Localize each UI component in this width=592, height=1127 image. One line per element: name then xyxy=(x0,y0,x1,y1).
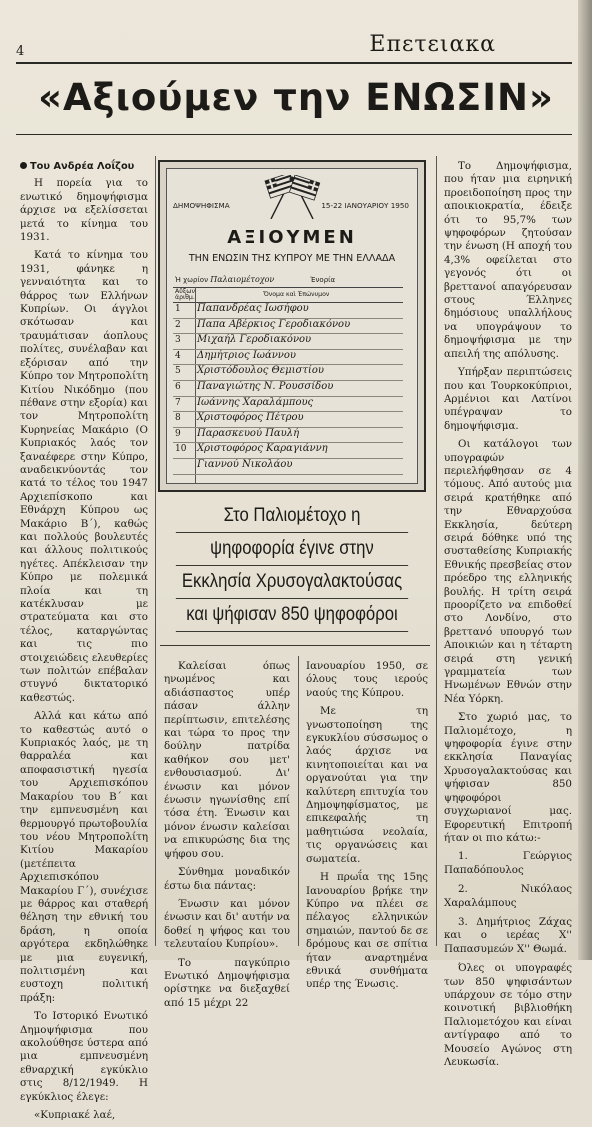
sheet-row xyxy=(173,334,403,350)
sheet-row xyxy=(173,319,403,335)
committee-member: 3. Δημήτριος Ζάχας και ο ιερέας Χ'' Παπασυμεών Χ'' Θωμά. xyxy=(444,915,572,955)
paragraph: Το παγκύπριο Ενωτικό Δημοψήφισμα ορίστηκε να διεξαχθεί από 15 μέχρι 22 xyxy=(164,956,290,1009)
sheet-rows xyxy=(173,303,403,475)
paragraph: Η πορεία για το ενωτικό δημοψήφισμα άρχισε να εξελίσσεται μετά το κίνημα του 1931. xyxy=(20,177,148,244)
row-name: Γιαννού Νικολάου xyxy=(197,458,293,470)
row-number: 3 xyxy=(175,335,181,346)
column-1 xyxy=(20,160,148,1127)
sheet-row xyxy=(173,428,403,444)
column-divider xyxy=(436,156,437,946)
subheadline-line: και ψήφισαν 850 ψηφοφόροι xyxy=(176,599,408,632)
byline-text: Του Ανδρέα Λοΐζου xyxy=(30,161,135,172)
sheet-village-line xyxy=(175,275,335,284)
sheet-date-label: 15-22 ΙΑΝΟΥΑΡΙΟΥ 1950 xyxy=(321,201,409,210)
village-label: Ἡ χωρίον xyxy=(175,276,208,284)
paragraph: Όλες οι υπογραφές των 850 ψηφισάντων υπάρχουν σε τόμο στην κοινοτική βιβλιοθήκη Παλιομετόχου και είναι αντίγραφο από το Μουσείο Αγώνος στη Λευκωσία. xyxy=(444,962,572,1068)
subheadline-line: ψηφοφορία έγινε στην xyxy=(176,533,408,566)
sheet-title: ΑΞΙΟΥΜΕΝ xyxy=(227,227,357,248)
sheet-row xyxy=(173,303,403,319)
column-header-number: Αὔξων ἀριθμ. xyxy=(175,288,195,301)
paragraph: Οι κατάλογοι των υπογραφών περιελήφθησαν σε 4 τόμους. Από αυτούς μια σειρά κρατήθηκε από την Εθναρχούσα Εκκλησία, δεύτερη σειρά δόθηκε υπό της συσταθείσης Κυπριακής Εθνικής πρεσβείας στον πρόεδρο της ελληνικής βουλής. Η τρίτη σειρά προορίζετο να επιδοθεί στο Λονδίνο, στο βρεττανό υπουργό των Αποικιών και η τέταρτη σειρά στη γενική γραμματεία των Ηνωμένων Εθνών στην Νέα Υόρκη. xyxy=(444,438,572,705)
paragraph: Ιανουαρίου 1950, σε όλους τους ιερούς ναούς της Κύπρου. xyxy=(306,660,428,699)
paragraph: Στο χωριό μας, το Παλιομέτοχο, η ψηφοφορία έγινε στην εκκλησία Παναγίας Χρυσογαλακτούσας και ψήφισαν 850 ψηφοφόροι συγχωριανοί μας. Εφορευτική Επιτροπή ήταν οι πιο κάτω:- xyxy=(444,711,572,844)
row-number: 9 xyxy=(175,428,181,439)
section-title: Επετειακα xyxy=(369,32,496,57)
row-name: Παρασκευού Παυλή xyxy=(197,427,300,439)
page-edge xyxy=(578,0,592,960)
row-number: 5 xyxy=(175,366,181,377)
row-name: Παναγιώτης Ν. Ρουσσίδου xyxy=(197,380,334,392)
row-number: 10 xyxy=(175,444,187,455)
byline xyxy=(20,160,148,173)
paragraph: Καλείσαι όπως ηνωμένος και αδιάσπαστος υπέρ πάσαν άλλην περίπτωσιν, επιτελέσης και τώρα το προς την δούλην πατρίδα καθήκον σου μετ' ενθουσιασμού. Δι' ένωσιν και μόνον ένωσιν ηγωνίσθης επί τόσα έτη. Ένωσιν και μόνον ένωσιν καλείσαι να επικυρώσης δια της ψήφου σου. xyxy=(164,660,290,860)
paragraph: Σύνθημα μοναδικόν έστω δια πάντας: xyxy=(164,866,290,892)
paragraph: Αλλά και κάτω από το καθεστώς αυτό ο Κυπριακός λαός, με τη θαρραλέα και αποφασιστική ηγεσία του Αρχιεπισκόπου Μακαρίου του Β΄ και την εμπνευσμένη και θερμουργό πρωτοβουλία του νέου Μητροπολίτη Κιτίου Μακαρίου (μετέπειτα Αρχιεπισκόπου Μακαρίου Γ΄), συνέχισε με θάρρος και σταθερή θέληση την εθνική του δράση, η οποία αργότερα εκδηλώθηκε με μια ευγενική, πολιτισμένη και ευστοχη πολιτική πράξη: xyxy=(20,710,148,1004)
row-name: Παπα Αβέρκιος Γεροδιακόνου xyxy=(197,318,351,330)
row-name: Ιωάννης Χαραλάμπους xyxy=(197,396,314,408)
sheet-row xyxy=(173,412,403,428)
row-number: 6 xyxy=(175,381,181,392)
sheet-table-header xyxy=(173,287,403,303)
subheadline-line: Στο Παλιομέτοχο η xyxy=(176,500,408,533)
row-name: Δημήτριος Ιωάννου xyxy=(197,349,296,361)
column-4 xyxy=(444,160,572,1074)
paragraph: Το Δημοψήφισμα, που ήταν μια ειρηνική προειδοποίηση προς την αποικιοκρατία, έδειξε ότι το 95,7% των ψηφοφόρων ζητούσαν την ένωση (Η αποχή του 4,3% οφείλεται στο γεγονός ότι οι βρεττανοί απαγόρευσαν στους Έλληνες δημόσιους υπαλλήλους να υπογράψουν το δημοψήφισμα με την απειλή της απόλυσης. xyxy=(444,160,572,360)
column-divider xyxy=(155,156,156,946)
headline-rule xyxy=(16,134,572,135)
committee-member: 2. Νικόλαος Χαραλάμπους xyxy=(444,883,572,909)
sheet-row xyxy=(173,350,403,366)
sheet-row xyxy=(173,459,403,475)
sheet-row xyxy=(173,397,403,413)
sheet-subtitle: ΤΗΝ ΕΝΩΣΙΝ ΤΗΣ ΚΥΠΡΟΥ ΜΕ ΤΗΝ ΕΛΛΑΔΑ xyxy=(188,253,396,264)
sheet-row xyxy=(173,381,403,397)
paragraph: Κατά το κίνημα του 1931, φάνηκε η γενναιότητα και το θάρρος των Ελλήνων Κυπρίων. Οι άγγλοι σκότωσαν και τραυμάτισαν άοπλους πολίτες, συνέλαβαν και εξόρισαν από την Κύπρο τον Μητροπολίτη Κιτίου Νικόδημο (που πέθανε στην εξορία) και τον Μητροπολίτη Κυρηνείας Μακάριο (Ο Κυπριακός λαός τον ξαναέφερε στην Κύπρο, αναδεικνύοντάς τον κατά το τέλος του 1947 Αρχιεπίσκοπο και Εθνάρχη Κύπρου ως Μακάριο Β΄), καθώς και πολλούς βουλευτές και άλλους πολιτικούς ηγέτες. Απέκλεισαν την Κύπρο με πολεμικά πλοία και τη κατέκλυσαν με στρατεύματα και στο τέλος, καταργώντας και τις πιο στοιχειώδεις ελευθερίες των πολιτών επέβαλαν στυγνό δικτατορικό καθεστώς. xyxy=(20,249,148,704)
referendum-sheet xyxy=(166,168,418,484)
sheet-row xyxy=(173,365,403,381)
paragraph: Υπήρξαν περιπτώσεις που και Τουρκοκύπριοι, Αρμένιοι και Λατίνοι υπέγραψαν το δημοψήφισμα. xyxy=(444,366,572,432)
page-number: 4 xyxy=(16,44,25,59)
column-divider xyxy=(298,656,299,946)
paragraph: Το Ιστορικό Ενωτικό Δημοψήφισμα που ακολούθησε ύστερα από μια εμπνευσμένη εθναρχική εγκύκλιο στις 8/12/1949. Η εγκύκλιος έλεγε: xyxy=(20,1010,148,1103)
row-number: 1 xyxy=(175,304,181,314)
row-name: Χριστόδουλος Θεμιστίου xyxy=(197,365,324,377)
subheadline xyxy=(176,500,408,632)
referendum-sheet-photo xyxy=(158,160,426,492)
paragraph: Η πρωΐα της 15ης Ιανουαρίου βρήκε την Κύπρο να πλέει σε πέλαγος ελληνικών σημαιών, παντού δε σε δρόμους και σε σπίτια ήταν αναρτημένα εθνικά συνθήματα υπέρ της Ένωσις. xyxy=(306,871,428,991)
row-name: Παπανδρέας Ιωσήφου xyxy=(197,303,309,314)
sheet-label-left: ΔΗΜΟΨΗΦΙΣΜΑ xyxy=(173,201,230,210)
section-rule xyxy=(160,645,430,646)
sheet-row xyxy=(173,443,403,459)
headline: «Αξιούμεν την ΕΝΩΣΙΝ» xyxy=(38,76,554,119)
district-label: Ἐνορία xyxy=(310,276,336,284)
row-name: Χριστοφόρος Πέτρου xyxy=(197,412,304,424)
paragraph: «Κυπριακέ λαέ, xyxy=(34,1109,116,1122)
row-name: Χριστοφόρος Καραγιάννη xyxy=(197,443,328,455)
paragraph: Ένωσιν και μόνον ένωσιν και δι' αυτήν να δοθεί η ψήφος και του τελευταίου Κυπρίου». xyxy=(164,897,290,951)
column-2 xyxy=(164,660,290,1015)
row-number: 8 xyxy=(175,413,181,424)
crossed-flags-icon xyxy=(257,175,327,219)
bullet-icon xyxy=(20,162,27,169)
paragraph: Με τη γνωστοποίηση της εγκυκλίου σύσσωμος ο λαός άρχισε να κινητοποιείται και να οργανούται για την καλύτερη επιτυχία του Δημοψηφίσματος, με επικεφαλής τη μαθητιώσα νεολαία, τις οργανώσεις και σωματεία. xyxy=(306,705,428,865)
row-number: 7 xyxy=(175,397,181,408)
committee-member: 1. Γεώργιος Παπαδόπουλος xyxy=(444,850,572,876)
row-number: 4 xyxy=(175,350,181,361)
column-3 xyxy=(306,660,428,997)
village-value: Παλαιομέτοχον xyxy=(210,275,275,284)
header-rule xyxy=(16,62,572,64)
row-number: 2 xyxy=(175,319,181,330)
row-name: Μιχαήλ Γεροδιακόνου xyxy=(197,334,312,346)
subheadline-line: Εκκλησία Χρυσογαλακτούσας xyxy=(176,566,408,599)
column-header-name: Ὄνομα καὶ Ἐπώνυμον xyxy=(263,291,330,298)
